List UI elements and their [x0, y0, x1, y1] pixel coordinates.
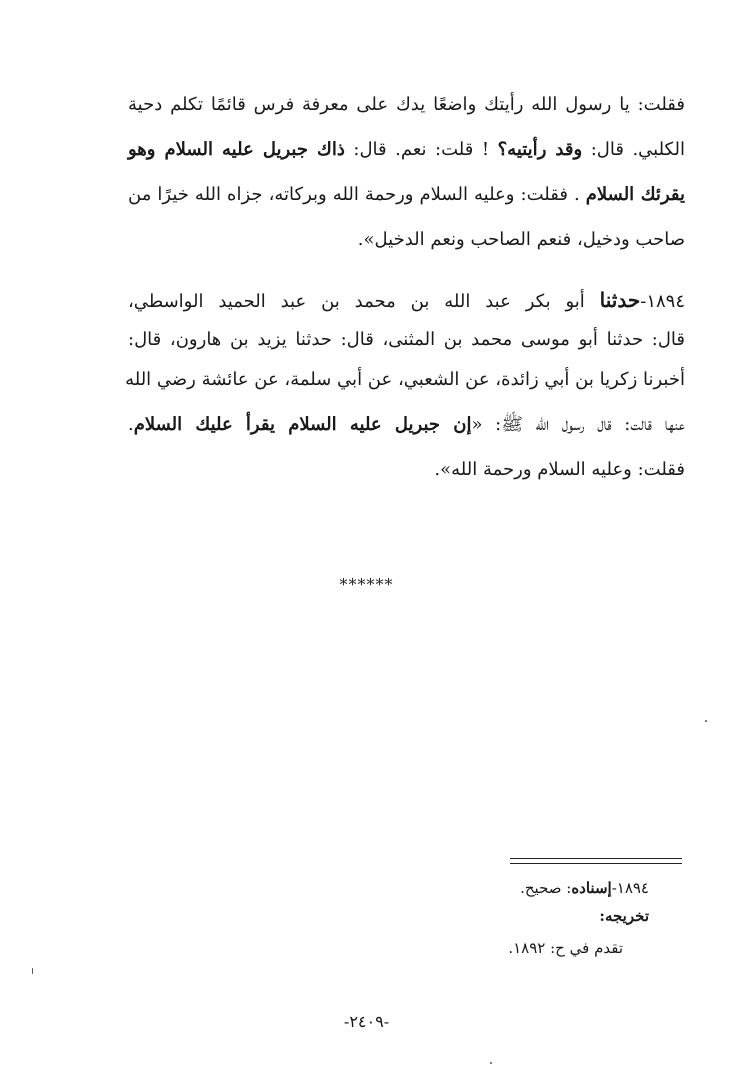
footnote-rule-top — [510, 858, 682, 859]
text-line-6 — [128, 325, 685, 355]
footnote-line-1 — [520, 876, 649, 900]
scan-speck — [32, 968, 33, 974]
line-2-text-c: ! قلت: نعم. قال: — [353, 139, 490, 160]
line-7-text: أخبرنا زكريا بن أبي زائدة، عن الشعبي، عن أبي سلمة، عن عائشة رضي الله — [125, 369, 685, 390]
text-line-7 — [125, 365, 685, 395]
footnote-isnad-label: إسناده — [571, 879, 612, 897]
line-5-text: أبو بكر عبد الله بن محمد بن عبد الحميد الواسطي، — [128, 291, 585, 312]
text-line-8 — [128, 410, 685, 440]
footnote-takhrij-label: تخريجه: — [599, 907, 649, 925]
line-2-bold-quote: وقد رأيتيه؟ — [497, 139, 583, 160]
footnote-reference: تقدم في ح: ١٨٩٢. — [508, 939, 623, 957]
line-8-text-a: عنها قالت: قال رسول الله ﷺ: « — [471, 414, 685, 435]
line-2-bold-hadith: ذاك جبريل عليه السلام وهو — [128, 139, 345, 160]
footnote-line-3 — [508, 936, 623, 960]
hadith-number: ١٨٩٤- — [640, 291, 685, 312]
line-2-text-a: الكلبي. قال: — [590, 139, 685, 160]
line-3-text: . فقلت: وعليه السلام ورحمة الله وبركاته، جزاه الله خيرًا من — [128, 184, 580, 205]
line-4-text: صاحب ودخيل، فنعم الصاحب ونعم الدخيل». — [357, 229, 685, 250]
footnote-rule-bottom — [510, 863, 682, 864]
text-line-4 — [358, 225, 685, 255]
text-line-2 — [128, 135, 685, 165]
scan-speck — [705, 720, 707, 722]
line-8-bold-hadith: إن جبريل عليه السلام يقرأ عليك السلام — [133, 414, 472, 435]
text-line-3 — [128, 180, 685, 210]
section-separator: ****** — [339, 575, 394, 594]
text-line-9 — [434, 455, 685, 485]
line-1-text: فقلت: يا رسول الله رأيتك واضعًا يدك على معرفة فرس قائمًا تكلم دحية — [128, 94, 685, 115]
line-6-text: قال: حدثنا أبو موسى محمد بن المثنى، قال: حدثنا يزيد بن هارون، قال: — [128, 329, 685, 350]
line-9-text: فقلت: وعليه السلام ورحمة الله». — [434, 459, 685, 480]
text-line-1 — [128, 90, 685, 120]
hadith-1894-heading-line — [128, 285, 685, 317]
page-number: -٢٤٠٩- — [343, 1012, 390, 1031]
line-8-text-c: . — [128, 414, 134, 435]
scan-speck — [490, 1062, 492, 1064]
footnote-isnad-value: : صحيح. — [520, 879, 572, 897]
line-3-bold-hadith: يقرئك السلام — [585, 184, 685, 205]
haddathana-word: حدثنا — [599, 288, 641, 312]
footnote-line-2 — [599, 904, 649, 928]
footnote-number: ١٨٩٤- — [611, 879, 649, 897]
